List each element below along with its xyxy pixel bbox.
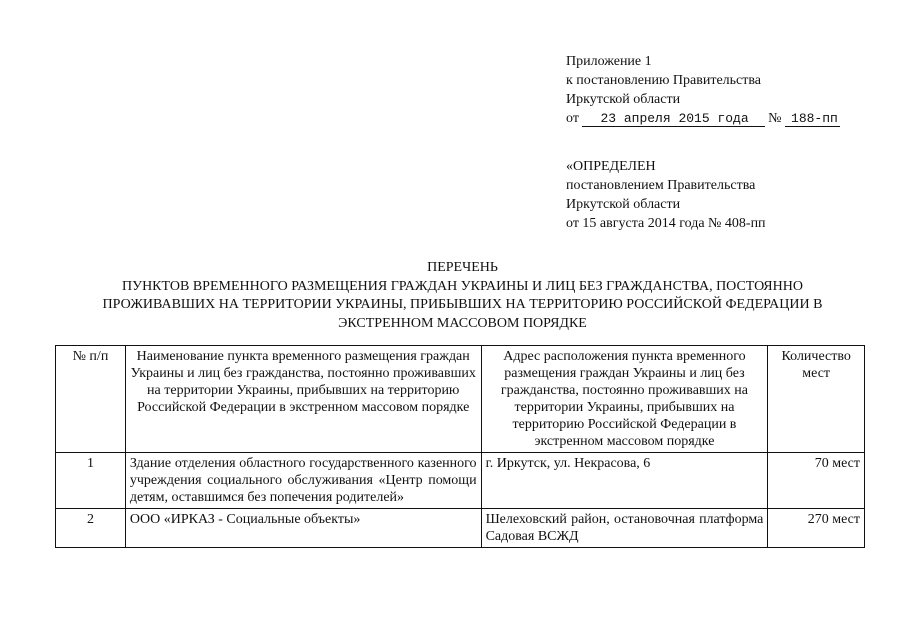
number-label: № <box>768 111 782 126</box>
defined-line: Иркутской области <box>566 197 681 212</box>
appendix-line: Иркутской области <box>566 92 681 107</box>
document-subtitle-line: ЭКСТРЕННОМ МАССОВОМ ПОРЯДКЕ <box>338 315 587 331</box>
document-subtitle-line: ПРОЖИВАВШИХ НА ТЕРРИТОРИИ УКРАИНЫ, ПРИБЫВШИХ НА ТЕРРИТОРИЮ РОССИЙСКОЙ ФЕДЕРАЦИИ В <box>102 297 823 312</box>
defined-block <box>566 157 766 233</box>
header-number: № п/п <box>56 346 126 453</box>
from-label: от <box>566 111 579 126</box>
appendix-date-line <box>566 109 840 128</box>
table-row <box>56 453 865 509</box>
row-places: 70 мест <box>768 453 865 509</box>
document-heading <box>40 259 885 333</box>
appendix-date: 23 апреля 2015 года <box>582 111 764 127</box>
appendix-line: к постановлению Правительства <box>566 73 762 88</box>
row-number: 1 <box>56 453 126 509</box>
row-name: Здание отделения областного государственного казенного учреждения социального обслуживания «Центр помощи детям, оставшимся без попечения родителей» <box>125 453 481 509</box>
row-address: Шелеховский район, остановочная платформа Садовая ВСЖД <box>481 509 768 548</box>
appendix-line: Приложение 1 <box>566 54 652 69</box>
table-header-row <box>56 346 865 453</box>
appendix-number: 188-пп <box>785 111 840 127</box>
defined-line: от 15 августа 2014 года № 408-пп <box>566 216 766 231</box>
row-number: 2 <box>56 509 126 548</box>
header-places: Количество мест <box>768 346 865 453</box>
document-title: ПЕРЕЧЕНЬ <box>427 260 498 275</box>
defined-line: «ОПРЕДЕЛЕН <box>566 159 656 174</box>
row-places: 270 мест <box>768 509 865 548</box>
appendix-block <box>566 52 840 128</box>
table-row <box>56 509 865 548</box>
header-name: Наименование пункта временного размещения граждан Украины и лиц без гражданства, постоянно проживавших на территории Украины, прибывших на территорию Российской Федерации в экстренном массовом порядке <box>125 346 481 453</box>
defined-line: постановлением Правительства <box>566 178 756 193</box>
shelters-table <box>55 345 865 548</box>
row-name: ООО «ИРКАЗ - Социальные объекты» <box>125 509 481 548</box>
row-address: г. Иркутск, ул. Некрасова, 6 <box>481 453 768 509</box>
header-address: Адрес расположения пункта временного размещения граждан Украины и лиц без гражданства, постоянно проживавших на территории Украины, прибывших на территорию Российской Федерации в экстренном массовом порядке <box>481 346 768 453</box>
document-subtitle-line: ПУНКТОВ ВРЕМЕННОГО РАЗМЕЩЕНИЯ ГРАЖДАН УКРАИНЫ И ЛИЦ БЕЗ ГРАЖДАНСТВА, ПОСТОЯННО <box>122 278 803 294</box>
